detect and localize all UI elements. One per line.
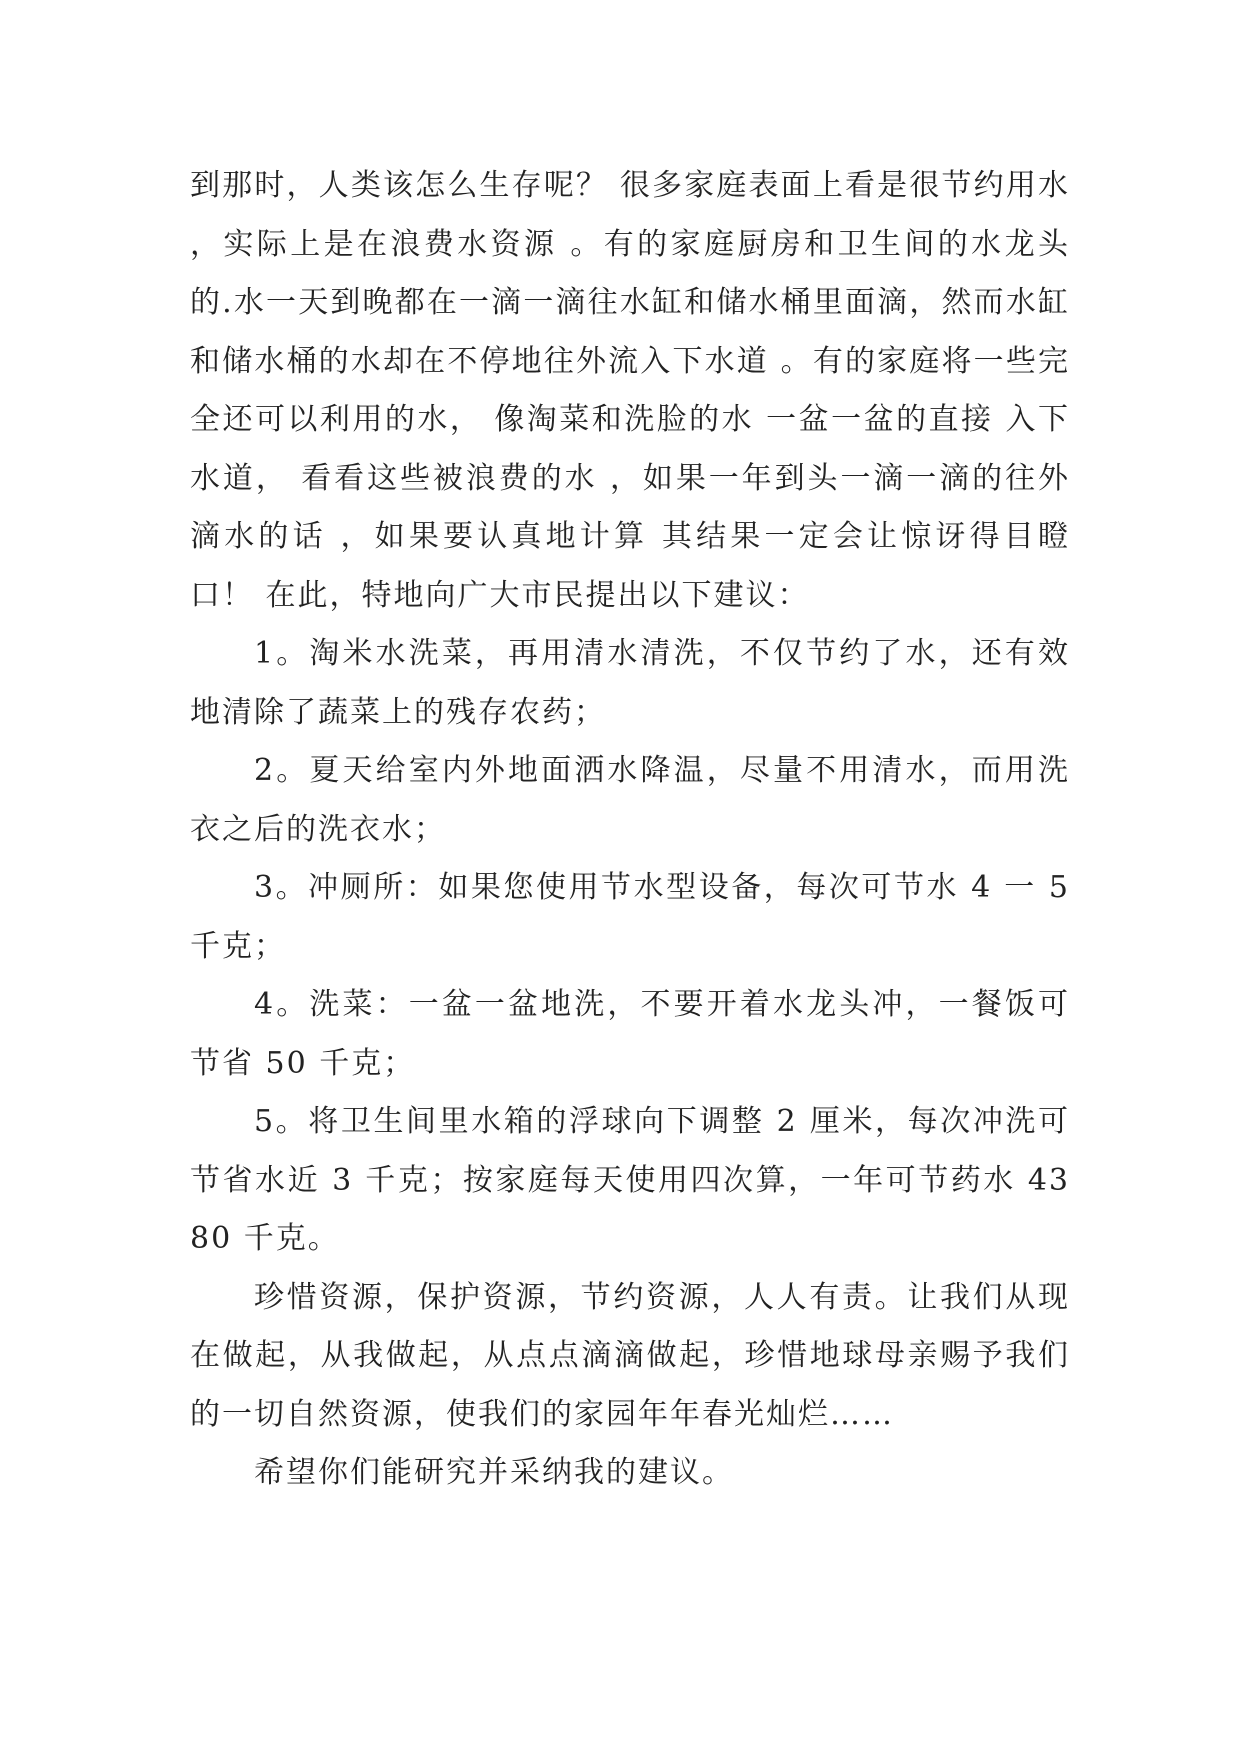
suggestion-item-2: 2。夏天给室内外地面洒水降温，尽量不用清水，而用洗衣之后的洗衣水；	[190, 753, 1070, 847]
suggestion-item-5: 5。将卫生间里水箱的浮球向下调整 2 厘米，每次冲洗可节省水近 3 千克；按家庭每天使用四次算，一年可节药水 4380 千克。	[190, 1104, 1070, 1256]
suggestion-item-4: 4。洗菜：一盆一盆地洗，不要开着水龙头冲，一餐饭可节省 50 千克；	[190, 987, 1070, 1081]
paragraph-intro: 到那时，人类该怎么生存呢？ 很多家庭表面上看是很节约用水 ，实际上是在浪费水资源 。有的家庭厨房和卫生间的水龙头的.水一天到晚都在一滴一滴往水缸和储水桶里面滴，然而水缸和储水桶的水却在不停地往外流入下水道 。有的家庭将一些完全还可以利用的水， 像淘菜和洗脸的水 一盆一盆的直接 入下水道， 看看这些被浪费的水 ，如果一年到头一滴一滴的往外滴水的话 ，如果要认真地计算 其结果一定会让惊讶得目瞪口！ 在此，特地向广大市民提出以下建议：	[190, 168, 1070, 613]
paragraph-appeal: 珍惜资源，保护资源，节约资源，人人有责。让我们从现在做起，从我做起，从点点滴滴做起，珍惜地球母亲赐予我们的一切自然资源，使我们的家园年年春光灿烂……	[190, 1279, 1070, 1432]
document-body	[190, 157, 1070, 1503]
paragraph-closing: 希望你们能研究并采纳我的建议。	[254, 1455, 734, 1490]
suggestion-item-3: 3。冲厕所：如果您使用节水型设备，每次可节水 4 一 5 千克；	[190, 870, 1070, 964]
suggestion-item-1: 1。淘米水洗菜，再用清水清洗，不仅节约了水，还有效地清除了蔬菜上的残存农药；	[190, 636, 1070, 730]
